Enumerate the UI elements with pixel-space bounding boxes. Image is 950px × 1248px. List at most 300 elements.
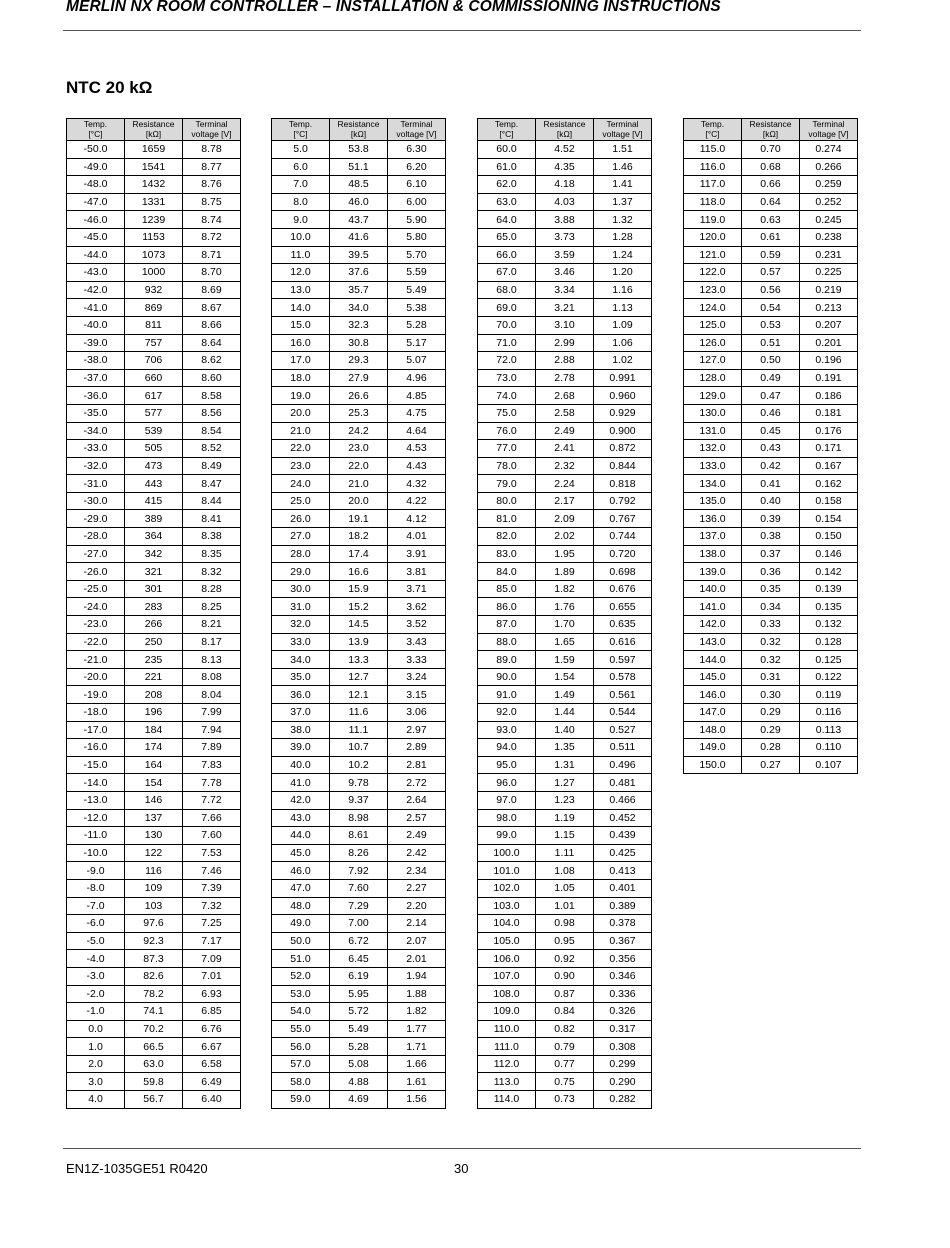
voltage-cell: 8.28 bbox=[183, 580, 241, 598]
temp-cell: 4.0 bbox=[67, 1091, 125, 1109]
resistance-cell: 5.95 bbox=[330, 985, 388, 1003]
temp-cell: 34.0 bbox=[272, 651, 330, 669]
voltage-cell: 0.252 bbox=[800, 193, 858, 211]
resistance-cell: 235 bbox=[125, 651, 183, 669]
temp-cell: 96.0 bbox=[478, 774, 536, 792]
resistance-cell: 14.5 bbox=[330, 616, 388, 634]
temp-cell: -23.0 bbox=[67, 616, 125, 634]
voltage-cell: 8.17 bbox=[183, 633, 241, 651]
voltage-column-header: Terminal voltage [V] bbox=[594, 119, 652, 141]
resistance-cell: 27.9 bbox=[330, 369, 388, 387]
table-row bbox=[67, 932, 241, 950]
resistance-cell: 19.1 bbox=[330, 510, 388, 528]
voltage-cell: 8.56 bbox=[183, 404, 241, 422]
temp-cell: -50.0 bbox=[67, 141, 125, 159]
resistance-cell: 4.03 bbox=[536, 193, 594, 211]
temp-cell: 30.0 bbox=[272, 580, 330, 598]
temp-cell: 87.0 bbox=[478, 616, 536, 634]
voltage-cell: 0.496 bbox=[594, 756, 652, 774]
resistance-cell: 0.70 bbox=[742, 141, 800, 159]
table-row bbox=[67, 246, 241, 264]
table-row bbox=[684, 668, 858, 686]
table-row bbox=[272, 492, 446, 510]
table-row bbox=[272, 739, 446, 757]
resistance-cell: 2.41 bbox=[536, 440, 594, 458]
voltage-cell: 0.792 bbox=[594, 492, 652, 510]
table-row bbox=[272, 528, 446, 546]
voltage-cell: 6.00 bbox=[388, 193, 446, 211]
voltage-cell: 5.59 bbox=[388, 264, 446, 282]
temp-cell: 74.0 bbox=[478, 387, 536, 405]
table-row bbox=[67, 158, 241, 176]
resistance-cell: 11.1 bbox=[330, 721, 388, 739]
table-row bbox=[67, 457, 241, 475]
table-row bbox=[67, 299, 241, 317]
temp-cell: 81.0 bbox=[478, 510, 536, 528]
temp-cell: 102.0 bbox=[478, 879, 536, 897]
temp-cell: 128.0 bbox=[684, 369, 742, 387]
voltage-cell: 2.20 bbox=[388, 897, 446, 915]
temp-cell: -41.0 bbox=[67, 299, 125, 317]
voltage-cell: 1.46 bbox=[594, 158, 652, 176]
resistance-cell: 2.24 bbox=[536, 475, 594, 493]
voltage-cell: 3.15 bbox=[388, 686, 446, 704]
resistance-cell: 283 bbox=[125, 598, 183, 616]
table-row bbox=[684, 387, 858, 405]
table-row bbox=[478, 141, 652, 159]
resistance-cell: 3.73 bbox=[536, 228, 594, 246]
resistance-cell: 0.56 bbox=[742, 281, 800, 299]
table-row bbox=[478, 457, 652, 475]
resistance-cell: 23.0 bbox=[330, 440, 388, 458]
voltage-cell: 0.744 bbox=[594, 528, 652, 546]
voltage-cell: 0.676 bbox=[594, 580, 652, 598]
resistance-cell: 0.79 bbox=[536, 1038, 594, 1056]
temp-cell: 27.0 bbox=[272, 528, 330, 546]
voltage-cell: 0.171 bbox=[800, 440, 858, 458]
resistance-cell: 0.68 bbox=[742, 158, 800, 176]
resistance-cell: 1153 bbox=[125, 228, 183, 246]
temp-cell: -48.0 bbox=[67, 176, 125, 194]
temp-cell: -34.0 bbox=[67, 422, 125, 440]
temp-cell: 149.0 bbox=[684, 739, 742, 757]
temp-cell: 70.0 bbox=[478, 316, 536, 334]
resistance-cell: 0.75 bbox=[536, 1073, 594, 1091]
voltage-cell: 0.367 bbox=[594, 932, 652, 950]
voltage-cell: 3.71 bbox=[388, 580, 446, 598]
resistance-cell: 1073 bbox=[125, 246, 183, 264]
resistance-cell: 5.72 bbox=[330, 1003, 388, 1021]
temp-cell: 106.0 bbox=[478, 950, 536, 968]
resistance-cell: 660 bbox=[125, 369, 183, 387]
temp-cell: -4.0 bbox=[67, 950, 125, 968]
voltage-cell: 3.62 bbox=[388, 598, 446, 616]
resistance-cell: 0.92 bbox=[536, 950, 594, 968]
temp-cell: 150.0 bbox=[684, 756, 742, 774]
temp-cell: 142.0 bbox=[684, 616, 742, 634]
voltage-cell: 3.81 bbox=[388, 563, 446, 581]
temp-cell: 55.0 bbox=[272, 1020, 330, 1038]
voltage-cell: 0.929 bbox=[594, 404, 652, 422]
voltage-cell: 0.142 bbox=[800, 563, 858, 581]
resistance-cell: 137 bbox=[125, 809, 183, 827]
table-header-row bbox=[478, 119, 652, 141]
voltage-cell: 3.43 bbox=[388, 633, 446, 651]
table-row bbox=[67, 422, 241, 440]
voltage-cell: 8.64 bbox=[183, 334, 241, 352]
temp-cell: -35.0 bbox=[67, 404, 125, 422]
temp-cell: -43.0 bbox=[67, 264, 125, 282]
resistance-cell: 0.47 bbox=[742, 387, 800, 405]
table-row bbox=[478, 299, 652, 317]
resistance-cell: 8.61 bbox=[330, 827, 388, 845]
temp-cell: 0.0 bbox=[67, 1020, 125, 1038]
voltage-cell: 1.51 bbox=[594, 141, 652, 159]
temp-cell: 92.0 bbox=[478, 704, 536, 722]
voltage-cell: 7.60 bbox=[183, 827, 241, 845]
temp-cell: 115.0 bbox=[684, 141, 742, 159]
resistance-cell: 364 bbox=[125, 528, 183, 546]
temp-cell: 85.0 bbox=[478, 580, 536, 598]
voltage-cell: 6.20 bbox=[388, 158, 446, 176]
table-row bbox=[478, 528, 652, 546]
temp-cell: 5.0 bbox=[272, 141, 330, 159]
temp-cell: 19.0 bbox=[272, 387, 330, 405]
table-row bbox=[67, 141, 241, 159]
table-row bbox=[272, 809, 446, 827]
voltage-cell: 0.119 bbox=[800, 686, 858, 704]
temp-cell: 45.0 bbox=[272, 844, 330, 862]
temp-cell: 9.0 bbox=[272, 211, 330, 229]
resistance-cell: 164 bbox=[125, 756, 183, 774]
voltage-cell: 2.81 bbox=[388, 756, 446, 774]
resistance-cell: 1.89 bbox=[536, 563, 594, 581]
resistance-cell: 1.27 bbox=[536, 774, 594, 792]
temp-cell: -36.0 bbox=[67, 387, 125, 405]
voltage-cell: 0.125 bbox=[800, 651, 858, 669]
temp-column-header: Temp. [°C] bbox=[272, 119, 330, 141]
temp-cell: 131.0 bbox=[684, 422, 742, 440]
table-row bbox=[272, 721, 446, 739]
resistance-cell: 221 bbox=[125, 668, 183, 686]
resistance-cell: 0.46 bbox=[742, 404, 800, 422]
table-row bbox=[478, 844, 652, 862]
table-row bbox=[272, 1055, 446, 1073]
voltage-cell: 0.466 bbox=[594, 791, 652, 809]
table-row bbox=[67, 633, 241, 651]
resistance-cell: 757 bbox=[125, 334, 183, 352]
temp-cell: -46.0 bbox=[67, 211, 125, 229]
resistance-cell: 1.54 bbox=[536, 668, 594, 686]
voltage-column-header: Terminal voltage [V] bbox=[800, 119, 858, 141]
resistance-cell: 74.1 bbox=[125, 1003, 183, 1021]
table-row bbox=[67, 651, 241, 669]
temp-cell: 48.0 bbox=[272, 897, 330, 915]
table-row bbox=[478, 316, 652, 334]
voltage-cell: 0.527 bbox=[594, 721, 652, 739]
voltage-cell: 0.196 bbox=[800, 352, 858, 370]
voltage-cell: 8.54 bbox=[183, 422, 241, 440]
temp-cell: 3.0 bbox=[67, 1073, 125, 1091]
temp-cell: -40.0 bbox=[67, 316, 125, 334]
temp-cell: -22.0 bbox=[67, 633, 125, 651]
temp-cell: 109.0 bbox=[478, 1003, 536, 1021]
resistance-cell: 103 bbox=[125, 897, 183, 915]
table-row bbox=[272, 950, 446, 968]
voltage-cell: 0.299 bbox=[594, 1055, 652, 1073]
resistance-cell: 0.29 bbox=[742, 704, 800, 722]
temp-cell: 95.0 bbox=[478, 756, 536, 774]
resistance-cell: 0.64 bbox=[742, 193, 800, 211]
resistance-column-header: Resistance [kΩ] bbox=[742, 119, 800, 141]
voltage-cell: 7.01 bbox=[183, 967, 241, 985]
temp-cell: 144.0 bbox=[684, 651, 742, 669]
voltage-cell: 8.41 bbox=[183, 510, 241, 528]
voltage-cell: 0.991 bbox=[594, 369, 652, 387]
resistance-cell: 1.05 bbox=[536, 879, 594, 897]
resistance-cell: 0.40 bbox=[742, 492, 800, 510]
temp-cell: 23.0 bbox=[272, 457, 330, 475]
voltage-cell: 0.176 bbox=[800, 422, 858, 440]
resistance-cell: 122 bbox=[125, 844, 183, 862]
temp-cell: -47.0 bbox=[67, 193, 125, 211]
voltage-cell: 0.425 bbox=[594, 844, 652, 862]
resistance-cell: 0.31 bbox=[742, 668, 800, 686]
temp-cell: 108.0 bbox=[478, 985, 536, 1003]
voltage-cell: 0.578 bbox=[594, 668, 652, 686]
voltage-cell: 0.158 bbox=[800, 492, 858, 510]
voltage-cell: 0.818 bbox=[594, 475, 652, 493]
temp-cell: -18.0 bbox=[67, 704, 125, 722]
resistance-cell: 13.3 bbox=[330, 651, 388, 669]
resistance-cell: 3.88 bbox=[536, 211, 594, 229]
voltage-cell: 0.290 bbox=[594, 1073, 652, 1091]
temp-cell: 26.0 bbox=[272, 510, 330, 528]
temp-cell: -7.0 bbox=[67, 897, 125, 915]
voltage-cell: 0.356 bbox=[594, 950, 652, 968]
voltage-cell: 8.69 bbox=[183, 281, 241, 299]
resistance-cell: 0.66 bbox=[742, 176, 800, 194]
document-code: EN1Z-1035GE51 R0420 bbox=[66, 1161, 208, 1176]
voltage-cell: 0.597 bbox=[594, 651, 652, 669]
temp-cell: 130.0 bbox=[684, 404, 742, 422]
temp-cell: 44.0 bbox=[272, 827, 330, 845]
resistance-cell: 0.77 bbox=[536, 1055, 594, 1073]
resistance-cell: 21.0 bbox=[330, 475, 388, 493]
table-row bbox=[684, 616, 858, 634]
temp-cell: -32.0 bbox=[67, 457, 125, 475]
table-row bbox=[67, 545, 241, 563]
table-row bbox=[478, 369, 652, 387]
table-row bbox=[67, 228, 241, 246]
resistance-cell: 66.5 bbox=[125, 1038, 183, 1056]
table-row bbox=[272, 897, 446, 915]
resistance-cell: 11.6 bbox=[330, 704, 388, 722]
voltage-cell: 0.219 bbox=[800, 281, 858, 299]
table-row bbox=[478, 563, 652, 581]
temp-cell: -49.0 bbox=[67, 158, 125, 176]
resistance-cell: 1.35 bbox=[536, 739, 594, 757]
table-row bbox=[67, 1003, 241, 1021]
voltage-cell: 4.43 bbox=[388, 457, 446, 475]
resistance-cell: 0.87 bbox=[536, 985, 594, 1003]
temp-cell: 49.0 bbox=[272, 915, 330, 933]
resistance-cell: 39.5 bbox=[330, 246, 388, 264]
resistance-cell: 0.32 bbox=[742, 651, 800, 669]
resistance-cell: 0.84 bbox=[536, 1003, 594, 1021]
voltage-cell: 0.616 bbox=[594, 633, 652, 651]
table-row bbox=[67, 809, 241, 827]
table-row bbox=[272, 211, 446, 229]
table-row bbox=[272, 334, 446, 352]
temp-column-header: Temp. [°C] bbox=[478, 119, 536, 141]
table-row bbox=[478, 475, 652, 493]
table-row bbox=[67, 510, 241, 528]
resistance-cell: 2.68 bbox=[536, 387, 594, 405]
table-row bbox=[684, 211, 858, 229]
table-row bbox=[67, 492, 241, 510]
table-row bbox=[272, 1038, 446, 1056]
table-row bbox=[67, 264, 241, 282]
table-row bbox=[684, 193, 858, 211]
resistance-cell: 109 bbox=[125, 879, 183, 897]
voltage-cell: 8.38 bbox=[183, 528, 241, 546]
temp-cell: -8.0 bbox=[67, 879, 125, 897]
resistance-cell: 6.72 bbox=[330, 932, 388, 950]
temp-cell: 43.0 bbox=[272, 809, 330, 827]
table-row bbox=[67, 985, 241, 1003]
table-row bbox=[272, 668, 446, 686]
table-row bbox=[478, 879, 652, 897]
temp-cell: -17.0 bbox=[67, 721, 125, 739]
temp-cell: 118.0 bbox=[684, 193, 742, 211]
temp-cell: 122.0 bbox=[684, 264, 742, 282]
table-row bbox=[478, 967, 652, 985]
temp-cell: 37.0 bbox=[272, 704, 330, 722]
voltage-cell: 0.139 bbox=[800, 580, 858, 598]
table-row bbox=[272, 264, 446, 282]
table-row bbox=[67, 967, 241, 985]
footer-rule bbox=[63, 1148, 861, 1149]
resistance-cell: 1.31 bbox=[536, 756, 594, 774]
voltage-cell: 0.150 bbox=[800, 528, 858, 546]
voltage-cell: 3.91 bbox=[388, 545, 446, 563]
voltage-cell: 0.635 bbox=[594, 616, 652, 634]
table-row bbox=[684, 510, 858, 528]
temp-cell: -30.0 bbox=[67, 492, 125, 510]
temp-cell: 64.0 bbox=[478, 211, 536, 229]
temp-cell: 134.0 bbox=[684, 475, 742, 493]
resistance-cell: 70.2 bbox=[125, 1020, 183, 1038]
temp-cell: 67.0 bbox=[478, 264, 536, 282]
temp-cell: 136.0 bbox=[684, 510, 742, 528]
resistance-cell: 617 bbox=[125, 387, 183, 405]
table-row bbox=[684, 686, 858, 704]
resistance-cell: 2.99 bbox=[536, 334, 594, 352]
temp-cell: 72.0 bbox=[478, 352, 536, 370]
temp-cell: -10.0 bbox=[67, 844, 125, 862]
temp-column-header: Temp. [°C] bbox=[684, 119, 742, 141]
voltage-cell: 0.107 bbox=[800, 756, 858, 774]
table-row bbox=[684, 704, 858, 722]
voltage-cell: 6.10 bbox=[388, 176, 446, 194]
table-row bbox=[272, 580, 446, 598]
resistance-cell: 7.92 bbox=[330, 862, 388, 880]
resistance-cell: 3.46 bbox=[536, 264, 594, 282]
resistance-cell: 0.51 bbox=[742, 334, 800, 352]
voltage-cell: 0.481 bbox=[594, 774, 652, 792]
temp-cell: 14.0 bbox=[272, 299, 330, 317]
voltage-cell: 0.162 bbox=[800, 475, 858, 493]
resistance-cell: 2.78 bbox=[536, 369, 594, 387]
table-row bbox=[272, 369, 446, 387]
resistance-cell: 8.98 bbox=[330, 809, 388, 827]
resistance-cell: 24.2 bbox=[330, 422, 388, 440]
temp-cell: 78.0 bbox=[478, 457, 536, 475]
resistance-cell: 41.6 bbox=[330, 228, 388, 246]
resistance-cell: 0.50 bbox=[742, 352, 800, 370]
table-row bbox=[272, 299, 446, 317]
voltage-cell: 7.17 bbox=[183, 932, 241, 950]
voltage-cell: 7.66 bbox=[183, 809, 241, 827]
voltage-cell: 0.282 bbox=[594, 1091, 652, 1109]
table-row bbox=[272, 791, 446, 809]
temp-cell: 18.0 bbox=[272, 369, 330, 387]
resistance-cell: 1.76 bbox=[536, 598, 594, 616]
temp-cell: 58.0 bbox=[272, 1073, 330, 1091]
resistance-cell: 5.08 bbox=[330, 1055, 388, 1073]
resistance-cell: 4.69 bbox=[330, 1091, 388, 1109]
temp-cell: 11.0 bbox=[272, 246, 330, 264]
resistance-cell: 12.1 bbox=[330, 686, 388, 704]
resistance-cell: 30.8 bbox=[330, 334, 388, 352]
voltage-cell: 1.71 bbox=[388, 1038, 446, 1056]
voltage-cell: 7.53 bbox=[183, 844, 241, 862]
temp-cell: 65.0 bbox=[478, 228, 536, 246]
resistance-cell: 0.37 bbox=[742, 545, 800, 563]
resistance-cell: 92.3 bbox=[125, 932, 183, 950]
temp-cell: 119.0 bbox=[684, 211, 742, 229]
temp-cell: -14.0 bbox=[67, 774, 125, 792]
temp-cell: -42.0 bbox=[67, 281, 125, 299]
voltage-cell: 4.01 bbox=[388, 528, 446, 546]
temp-cell: 32.0 bbox=[272, 616, 330, 634]
table-row bbox=[67, 668, 241, 686]
resistance-cell: 196 bbox=[125, 704, 183, 722]
temp-cell: 83.0 bbox=[478, 545, 536, 563]
table-row bbox=[272, 352, 446, 370]
table-row bbox=[272, 563, 446, 581]
voltage-cell: 0.238 bbox=[800, 228, 858, 246]
temp-cell: 42.0 bbox=[272, 791, 330, 809]
voltage-cell: 5.70 bbox=[388, 246, 446, 264]
table-row bbox=[684, 457, 858, 475]
voltage-cell: 1.02 bbox=[594, 352, 652, 370]
resistance-column-header: Resistance [kΩ] bbox=[125, 119, 183, 141]
voltage-cell: 8.60 bbox=[183, 369, 241, 387]
voltage-cell: 6.40 bbox=[183, 1091, 241, 1109]
table-row bbox=[478, 809, 652, 827]
resistance-cell: 154 bbox=[125, 774, 183, 792]
temp-cell: 71.0 bbox=[478, 334, 536, 352]
temp-cell: 15.0 bbox=[272, 316, 330, 334]
temp-cell: -45.0 bbox=[67, 228, 125, 246]
table-row bbox=[478, 281, 652, 299]
voltage-cell: 8.35 bbox=[183, 545, 241, 563]
document-header-title: MERLIN NX ROOM CONTROLLER – INSTALLATION & COMMISSIONING INSTRUCTIONS bbox=[66, 0, 721, 15]
temp-cell: -25.0 bbox=[67, 580, 125, 598]
temp-cell: 124.0 bbox=[684, 299, 742, 317]
